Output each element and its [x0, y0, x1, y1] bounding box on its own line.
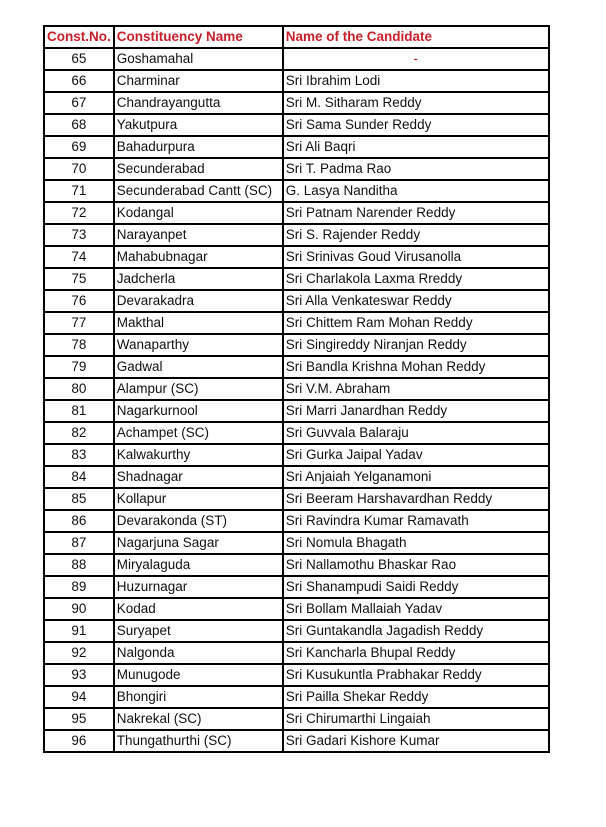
constituency-name-cell: Nagarjuna Sagar	[114, 532, 283, 554]
candidate-name-cell: Sri Kancharla Bhupal Reddy	[283, 642, 549, 664]
candidate-name-cell: Sri M. Sitharam Reddy	[283, 92, 549, 114]
const-no-cell: 70	[44, 158, 114, 180]
constituency-name-cell: Nalgonda	[114, 642, 283, 664]
table-row	[44, 356, 549, 378]
const-no-cell: 68	[44, 114, 114, 136]
constituency-name-cell: Suryapet	[114, 620, 283, 642]
table-row	[44, 598, 549, 620]
constituency-name-cell: Wanaparthy	[114, 334, 283, 356]
const-no-cell: 75	[44, 268, 114, 290]
candidate-name-cell: Sri Alla Venkateswar Reddy	[283, 290, 549, 312]
const-no-cell: 74	[44, 246, 114, 268]
const-no-cell: 78	[44, 334, 114, 356]
const-no-cell: 89	[44, 576, 114, 598]
const-no-cell: 71	[44, 180, 114, 202]
header-constituency-name: Constituency Name	[114, 26, 283, 48]
candidate-name-cell: Sri Ali Baqri	[283, 136, 549, 158]
candidate-name-cell: Sri Guvvala Balaraju	[283, 422, 549, 444]
candidate-name-cell: Sri Gurka Jaipal Yadav	[283, 444, 549, 466]
candidate-name-cell: G. Lasya Nanditha	[283, 180, 549, 202]
const-no-cell: 93	[44, 664, 114, 686]
const-no-cell: 82	[44, 422, 114, 444]
const-no-cell: 79	[44, 356, 114, 378]
candidate-name-cell: Sri Bollam Mallaiah Yadav	[283, 598, 549, 620]
const-no-cell: 81	[44, 400, 114, 422]
table-row	[44, 202, 549, 224]
candidate-name-cell: Sri T. Padma Rao	[283, 158, 549, 180]
const-no-cell: 94	[44, 686, 114, 708]
table-row	[44, 158, 549, 180]
candidate-name-cell: Sri Charlakola Laxma Rreddy	[283, 268, 549, 290]
constituency-name-cell: Bahadurpura	[114, 136, 283, 158]
table-row	[44, 70, 549, 92]
constituency-name-cell: Narayanpet	[114, 224, 283, 246]
table-row	[44, 224, 549, 246]
table-row	[44, 180, 549, 202]
const-no-cell: 84	[44, 466, 114, 488]
constituency-name-cell: Achampet (SC)	[114, 422, 283, 444]
constituency-name-cell: Devarakadra	[114, 290, 283, 312]
constituency-name-cell: Devarakonda (ST)	[114, 510, 283, 532]
header-candidate-name: Name of the Candidate	[283, 26, 549, 48]
candidate-name-cell: -	[283, 48, 549, 70]
candidate-name-cell: Sri Sama Sunder Reddy	[283, 114, 549, 136]
candidate-name-cell: Sri Bandla Krishna Mohan Reddy	[283, 356, 549, 378]
table-body	[44, 48, 549, 752]
constituency-name-cell: Alampur (SC)	[114, 378, 283, 400]
const-no-cell: 72	[44, 202, 114, 224]
constituency-name-cell: Kodad	[114, 598, 283, 620]
constituency-name-cell: Kalwakurthy	[114, 444, 283, 466]
table-row	[44, 576, 549, 598]
table-row	[44, 664, 549, 686]
table-row	[44, 400, 549, 422]
table-row	[44, 444, 549, 466]
constituency-name-cell: Gadwal	[114, 356, 283, 378]
constituency-name-cell: Charminar	[114, 70, 283, 92]
table-row	[44, 290, 549, 312]
table-row	[44, 686, 549, 708]
table-row	[44, 532, 549, 554]
table-row	[44, 488, 549, 510]
table-row	[44, 466, 549, 488]
constituency-name-cell: Secunderabad	[114, 158, 283, 180]
constituency-name-cell: Jadcherla	[114, 268, 283, 290]
constituency-name-cell: Bhongiri	[114, 686, 283, 708]
const-no-cell: 66	[44, 70, 114, 92]
table-row	[44, 510, 549, 532]
const-no-cell: 95	[44, 708, 114, 730]
const-no-cell: 96	[44, 730, 114, 752]
table-row	[44, 422, 549, 444]
candidate-name-cell: Sri Pailla Shekar Reddy	[283, 686, 549, 708]
constituency-name-cell: Secunderabad Cantt (SC)	[114, 180, 283, 202]
candidate-name-cell: Sri Beeram Harshavardhan Reddy	[283, 488, 549, 510]
const-no-cell: 91	[44, 620, 114, 642]
table-row	[44, 378, 549, 400]
candidate-name-cell: Sri Anjaiah Yelganamoni	[283, 466, 549, 488]
constituency-name-cell: Shadnagar	[114, 466, 283, 488]
const-no-cell: 76	[44, 290, 114, 312]
table-row	[44, 268, 549, 290]
candidate-name-cell: Sri Ibrahim Lodi	[283, 70, 549, 92]
constituency-name-cell: Huzurnagar	[114, 576, 283, 598]
table-row	[44, 246, 549, 268]
candidate-name-cell: Sri Nomula Bhagath	[283, 532, 549, 554]
candidate-name-cell: Sri Chittem Ram Mohan Reddy	[283, 312, 549, 334]
table-row	[44, 92, 549, 114]
constituency-name-cell: Yakutpura	[114, 114, 283, 136]
candidates-table	[43, 25, 550, 753]
candidate-name-cell: Sri Ravindra Kumar Ramavath	[283, 510, 549, 532]
table-row	[44, 642, 549, 664]
candidate-name-cell: Sri Patnam Narender Reddy	[283, 202, 549, 224]
table-row	[44, 730, 549, 752]
const-no-cell: 69	[44, 136, 114, 158]
table-header-row	[44, 26, 549, 48]
const-no-cell: 85	[44, 488, 114, 510]
constituency-name-cell: Makthal	[114, 312, 283, 334]
table-row	[44, 620, 549, 642]
constituency-name-cell: Chandrayangutta	[114, 92, 283, 114]
const-no-cell: 73	[44, 224, 114, 246]
candidate-name-cell: Sri S. Rajender Reddy	[283, 224, 549, 246]
candidate-name-cell: Sri Gadari Kishore Kumar	[283, 730, 549, 752]
table-row	[44, 334, 549, 356]
constituency-name-cell: Thungathurthi (SC)	[114, 730, 283, 752]
table-row	[44, 136, 549, 158]
const-no-cell: 90	[44, 598, 114, 620]
candidate-name-cell: Sri Srinivas Goud Virusanolla	[283, 246, 549, 268]
constituency-name-cell: Kodangal	[114, 202, 283, 224]
constituency-name-cell: Miryalaguda	[114, 554, 283, 576]
const-no-cell: 86	[44, 510, 114, 532]
candidate-name-cell: Sri Chirumarthi Lingaiah	[283, 708, 549, 730]
constituency-name-cell: Kollapur	[114, 488, 283, 510]
const-no-cell: 67	[44, 92, 114, 114]
const-no-cell: 87	[44, 532, 114, 554]
candidate-name-cell: Sri Kusukuntla Prabhakar Reddy	[283, 664, 549, 686]
table-row	[44, 312, 549, 334]
const-no-cell: 65	[44, 48, 114, 70]
constituency-name-cell: Nakrekal (SC)	[114, 708, 283, 730]
constituency-name-cell: Goshamahal	[114, 48, 283, 70]
candidate-name-cell: Sri Singireddy Niranjan Reddy	[283, 334, 549, 356]
constituency-name-cell: Mahabubnagar	[114, 246, 283, 268]
const-no-cell: 83	[44, 444, 114, 466]
header-const-no: Const.No.	[44, 26, 114, 48]
const-no-cell: 92	[44, 642, 114, 664]
constituency-name-cell: Nagarkurnool	[114, 400, 283, 422]
candidate-name-cell: Sri Nallamothu Bhaskar Rao	[283, 554, 549, 576]
table-row	[44, 708, 549, 730]
const-no-cell: 88	[44, 554, 114, 576]
table-row	[44, 48, 549, 70]
candidate-name-cell: Sri Guntakandla Jagadish Reddy	[283, 620, 549, 642]
table-row	[44, 554, 549, 576]
constituency-name-cell: Munugode	[114, 664, 283, 686]
candidate-name-cell: Sri V.M. Abraham	[283, 378, 549, 400]
table-row	[44, 114, 549, 136]
const-no-cell: 80	[44, 378, 114, 400]
candidate-name-cell: Sri Shanampudi Saidi Reddy	[283, 576, 549, 598]
candidate-name-cell: Sri Marri Janardhan Reddy	[283, 400, 549, 422]
const-no-cell: 77	[44, 312, 114, 334]
